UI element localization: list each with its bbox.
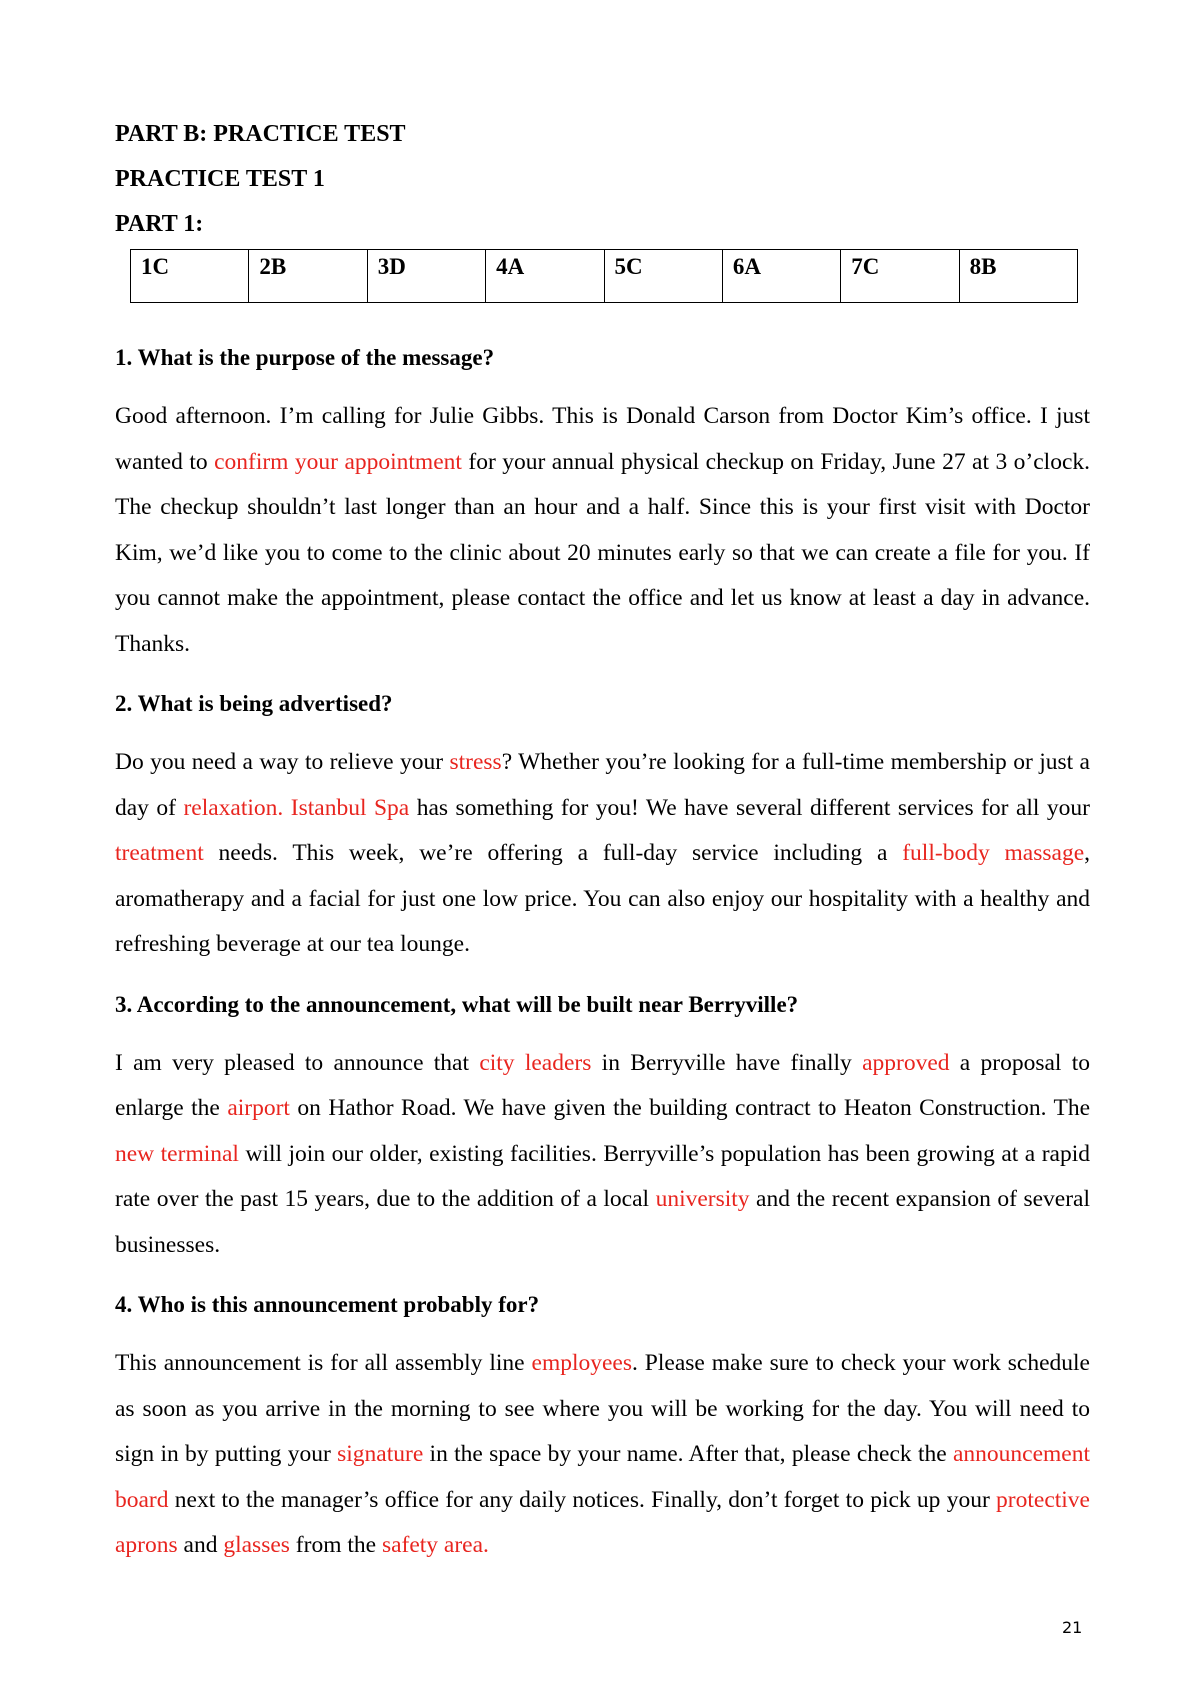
page-content bbox=[115, 112, 1090, 1569]
highlighted-phrase: signature bbox=[337, 1441, 424, 1467]
highlighted-phrase: relaxation. Istanbul Spa bbox=[183, 794, 410, 821]
transcript-text: a proposal to enlarge the bbox=[115, 1049, 1091, 1121]
transcript-text: ? Whether you’re looking for a full-time membership or just a day of bbox=[115, 749, 1090, 821]
transcript-text: Do you need a way to relieve your bbox=[115, 749, 450, 775]
question-3: 3. According to the announcement, what will be built near Berryville? bbox=[115, 991, 799, 1017]
answer-key-table bbox=[130, 249, 1078, 303]
highlighted-phrase: university bbox=[655, 1186, 750, 1212]
transcript-text: I am very pleased to announce that bbox=[115, 1049, 480, 1076]
part-b-heading: PART B: PRACTICE TEST bbox=[115, 121, 406, 147]
answer-cell: 3D bbox=[367, 250, 485, 303]
transcript-text: on Hathor Road. We have given the building contract to Heaton Construction. The bbox=[289, 1095, 1090, 1121]
transcript-text: in Berryville have finally bbox=[591, 1049, 863, 1076]
highlighted-phrase: full-body massage bbox=[902, 840, 1085, 866]
highlighted-phrase: airport bbox=[227, 1095, 290, 1121]
answer-cell: 8B bbox=[959, 250, 1077, 303]
transcript-text: will join our older, existing facilities. Berryville’s population has been growing at a rapid rate over the past 15 years, due to the addition of a local bbox=[115, 1140, 1090, 1212]
transcript-text: , aromatherapy and a facial for just one low price. You can also enjoy our hospitality with a healthy and refreshing beverage at our tea lounge. bbox=[115, 840, 1090, 957]
answer-cell: 2B bbox=[249, 250, 367, 303]
answer-key-row bbox=[131, 250, 1078, 303]
answer-cell: 4A bbox=[486, 250, 604, 303]
practice-test-heading: PRACTICE TEST 1 bbox=[115, 166, 325, 192]
highlighted-phrase: stress bbox=[449, 749, 502, 775]
transcript-text: . Please make sure to check your work schedule as soon as you arrive in the morning to see where you will be working for the day. You will need to sign in by putting your bbox=[115, 1350, 1090, 1467]
transcript-3 bbox=[115, 1041, 1090, 1269]
highlighted-phrase: confirm your appointment bbox=[214, 448, 462, 475]
transcript-2 bbox=[115, 740, 1090, 968]
highlighted-phrase: protective aprons bbox=[115, 1486, 1090, 1558]
highlighted-phrase: announcement board bbox=[115, 1441, 1090, 1513]
question-1: 1. What is the purpose of the message? bbox=[115, 345, 495, 370]
transcript-text: for your annual physical checkup on Friday, June 27 at 3 o’clock. The checkup shouldn’t last longer than an hour and a half. Since this is your first visit with Doctor Kim, we’d like you to come to the clinic about 20 minutes early so that we can create a file for you. If you cannot make the appointment, please contact the office and let us know at least a day in advance. Thanks. bbox=[115, 448, 1090, 657]
highlighted-phrase: approved bbox=[862, 1049, 950, 1076]
answer-cell: 5C bbox=[604, 250, 722, 303]
highlighted-phrase: safety area. bbox=[381, 1532, 489, 1558]
highlighted-phrase: city leaders bbox=[479, 1049, 592, 1076]
transcript-text: has something for you! We have several different services for all your bbox=[409, 794, 1090, 821]
transcript-text: and bbox=[177, 1532, 224, 1558]
highlighted-phrase: glasses bbox=[223, 1532, 290, 1558]
transcript-4 bbox=[115, 1341, 1090, 1569]
answer-cell: 1C bbox=[131, 250, 249, 303]
transcript-text: and the recent expansion of several businesses. bbox=[115, 1186, 1090, 1258]
transcript-1 bbox=[115, 394, 1090, 667]
highlighted-phrase: treatment bbox=[115, 840, 204, 866]
part-1-heading: PART 1: bbox=[115, 211, 204, 237]
transcript-text: This announcement is for all assembly line bbox=[115, 1350, 532, 1376]
transcript-text: next to the manager’s office for any daily notices. Finally, don’t forget to pick up your bbox=[168, 1486, 997, 1513]
transcript-text: in the space by your name. After that, please check the bbox=[423, 1441, 953, 1467]
highlighted-phrase: employees bbox=[531, 1350, 633, 1376]
question-2: 2. What is being advertised? bbox=[115, 691, 393, 716]
highlighted-phrase: new terminal bbox=[115, 1140, 239, 1167]
page-number: 21 bbox=[1062, 1618, 1083, 1637]
answer-cell: 6A bbox=[722, 250, 840, 303]
transcript-text: Good afternoon. I’m calling for Julie Gibbs. This is Donald Carson from Doctor Kim’s office. I just wanted to bbox=[115, 403, 1090, 475]
transcript-text: from the bbox=[289, 1532, 382, 1558]
transcript-text: needs. This week, we’re offering a full-day service including a bbox=[203, 840, 903, 866]
answer-cell: 7C bbox=[841, 250, 959, 303]
question-4: 4. Who is this announcement probably for? bbox=[115, 1292, 540, 1317]
